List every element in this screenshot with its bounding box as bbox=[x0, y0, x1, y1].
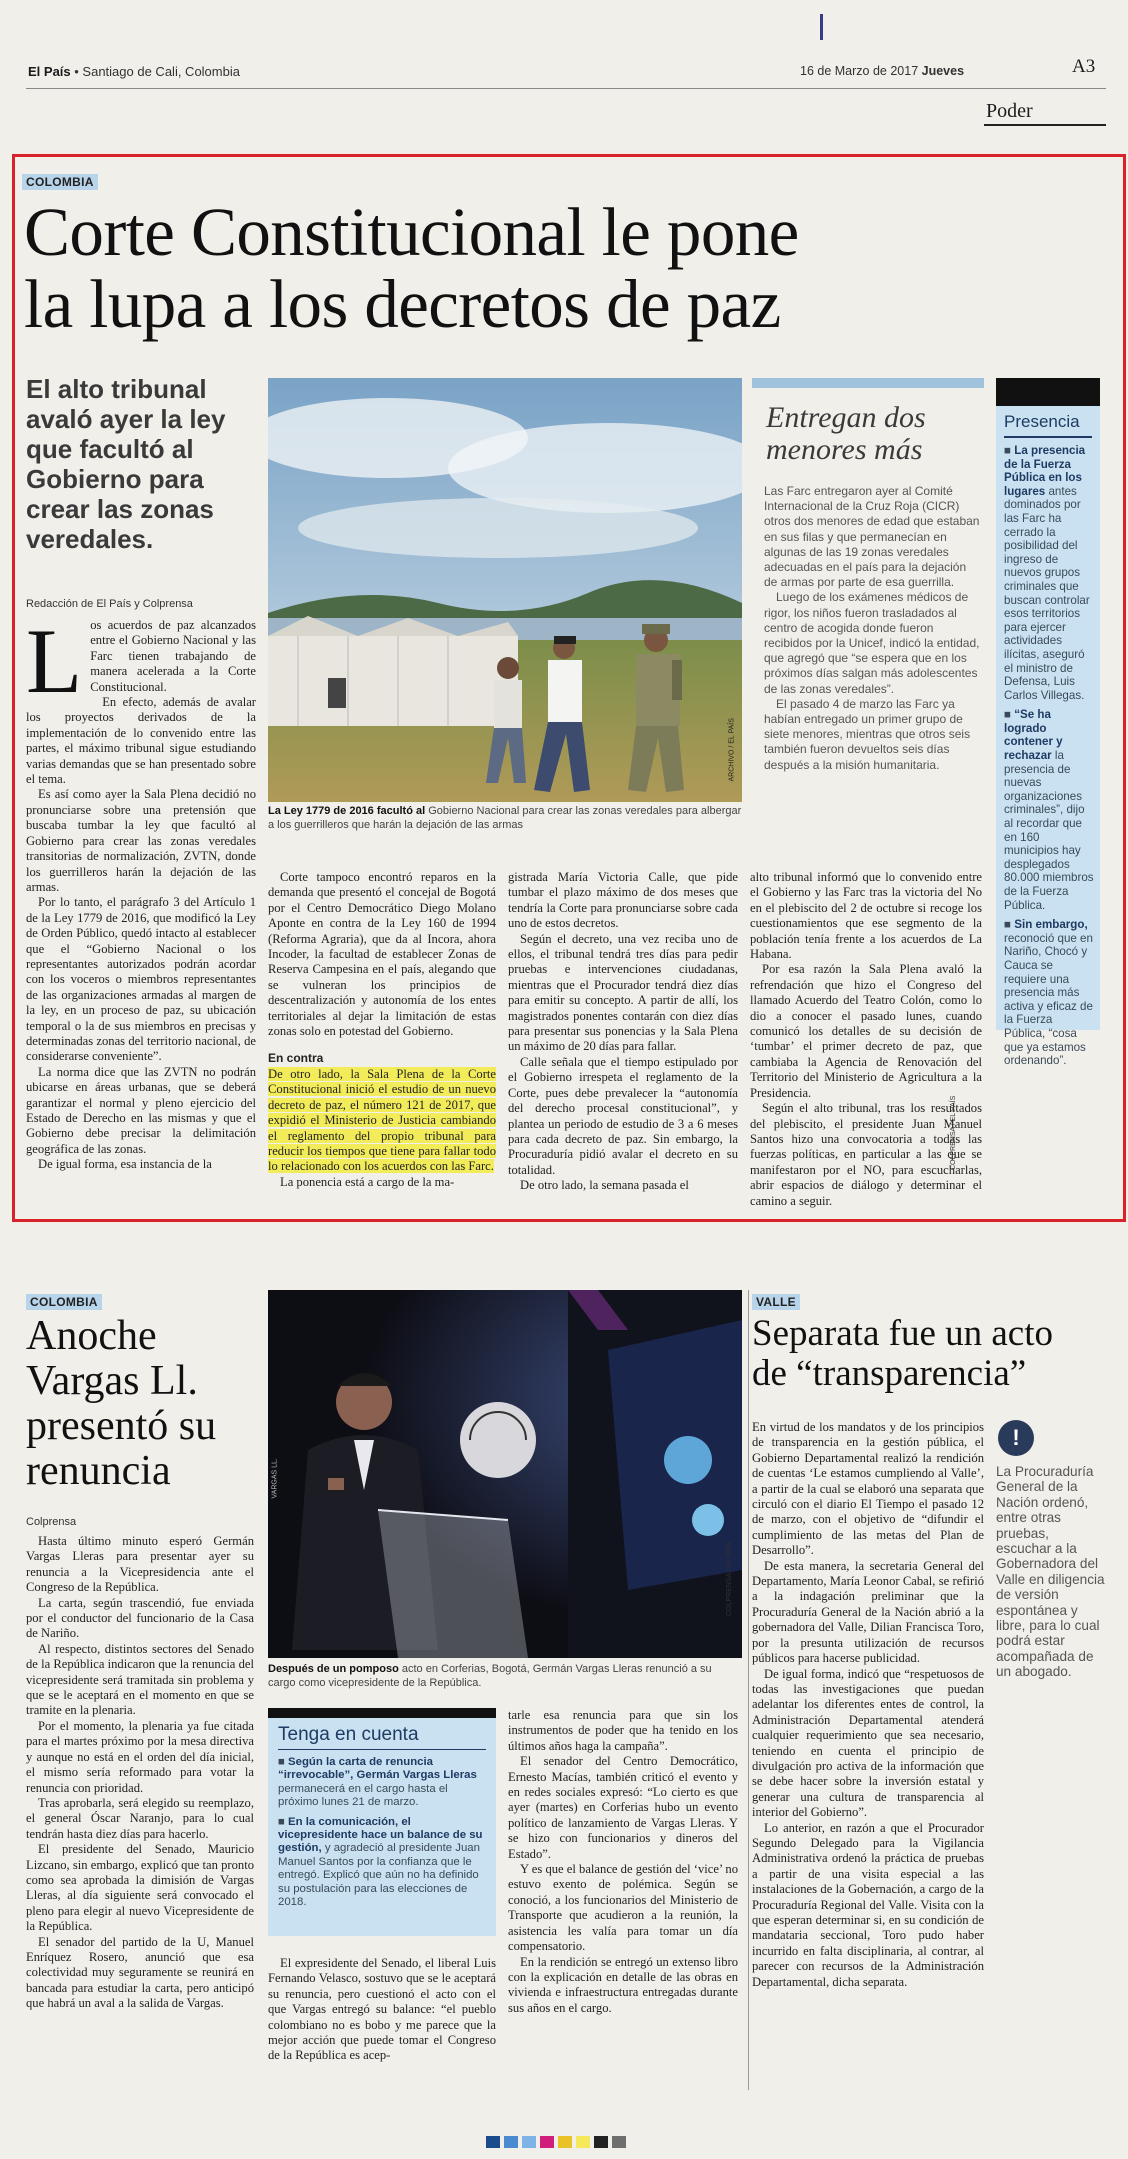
kicker-colombia: COLOMBIA bbox=[22, 174, 98, 190]
vertical-credit: COLPRENSA / EL PAÍS bbox=[950, 1095, 957, 1170]
paragraph: Al respecto, distintos sectores del Senado de la República indicaron que la renuncia del vicepresidente será tramitada sin problema y que se le aceptará en el momento en que se tramite en la plenaria. bbox=[26, 1641, 254, 1718]
presencia-item-text: antes dominados por las Farc ha cerrado la posibilidad del ingreso de nuevos grupos criminales que buscan controlar esos territorios para ejercer actividades ilícitas, aseguró el ministro de Defensa, Luis Carlos Villegas. bbox=[1004, 484, 1090, 702]
paper-name: El País bbox=[28, 64, 71, 79]
registration-swatch bbox=[504, 2136, 518, 2148]
paragraph: El senador del Centro Democrático, Ernesto Macías, también criticó el evento y en redes sociales expresó: “Lo cierto es que ayer (martes) en Corferias hubo un evento político de lanzamiento de Vargas Lleras. Y se hizo con funcionarios y dineros del Estado”. bbox=[508, 1754, 738, 1861]
photo-credit-left: VARGAS LL. bbox=[271, 1458, 279, 1499]
header-rule bbox=[26, 88, 1106, 89]
photo-caption-2 bbox=[268, 1662, 742, 1690]
photo-vargas bbox=[268, 1290, 742, 1658]
photo-credit-vertical-2: COLPRENSA / EL PAÍS bbox=[726, 1541, 733, 1616]
paragraph: De igual forma, esa instancia de la bbox=[38, 1157, 212, 1172]
tenga-list bbox=[278, 1756, 486, 1909]
headline-3-line: de “transparencia” bbox=[752, 1353, 1027, 1394]
registration-swatch bbox=[522, 2136, 536, 2148]
registration-bar bbox=[486, 2136, 626, 2148]
paragraph: Luego de los exámenes médicos de rigor, los niños fueron trasladados al centro de acogida donde fueron recibidos por la Unicef, indicó la entidad, que agregó que “se espera que en los próximos días salgan más adolescentes de las zonas veredales”. bbox=[764, 590, 980, 696]
presencia-item: ■ “Se ha logrado contener y rechazar la presencia de nuevas organizaciones criminales”, dijo al recordar que en 160 municipios hay desplegados 80.000 miembros de la Fuerza Pública. bbox=[1004, 708, 1094, 912]
paragraph: Por esa razón la Sala Plena avaló la refrendación que hizo el Congreso del llamado Acuerdo del Teatro Colón, como lo dio a conocer el pasado lunes, cuando comunicó los detalles de su decisión de ‘tumbar’ el primer decreto de paz, que cambiaba la Agencia de Renovación del Territorio del Ministerio de Agricultura a la Presidencia. bbox=[750, 962, 982, 1100]
paragraph: La norma dice que las ZVTN no podrán ubicarse en áreas urbanas, que se deberá garantizar el normal y pleno ejercicio del Estado de Derecho en las mismas y que el Gobierno debe precisar la delimitación geográfica de las zonas. bbox=[26, 1064, 256, 1156]
registration-swatch bbox=[558, 2136, 572, 2148]
tenga-item: ■ En la comunicación, el vicepresidente hace un balance de su gestión, y agradeció al presidente Juan Manuel Santos por la confianza que le entregó. Explicó que aún no ha definido su postulación para las elecciones de 2018. bbox=[278, 1815, 483, 1909]
photo-credit: ARCHIVO / EL PAÍS bbox=[728, 718, 736, 782]
registration-swatch bbox=[594, 2136, 608, 2148]
presencia-item-bold: “Se ha logrado contener y rechazar bbox=[1004, 708, 1063, 763]
paragraph: Corte tampoco encontró reparos en la demanda que presentó el concejal de Bogotá por el Centro Democrático Diego Molano Aponte en contra de la Ley 160 de 1994 (Reforma Agraria), que da al Incora, ahora Incoder, la facultad de establecer Zonas de Reserva Campesina en el país, alegando que se vulneran los principios de descentralización y autonomía de los entes territoriales al dejar la limitación de estas zonas solo en potestad del Gobierno. bbox=[268, 870, 496, 1039]
headline bbox=[24, 196, 799, 340]
paragraph: La carta, según trascendió, fue enviada por el conductor del funcionario de la Casa de Nariño. bbox=[26, 1595, 254, 1641]
headline-2-line: renuncia bbox=[26, 1448, 171, 1494]
paragraph: gistrada María Victoria Calle, que pide tumbar el plazo máximo de dos meses que tendría la Corte para pronunciarse sobre cada uno de estos decretos. bbox=[508, 870, 738, 931]
paragraph: Calle señala que el tiempo estipulado por el Gobierno irrespeta el reglamento de la Corte, pues debe prevalecer la “autonomía del derecho procesal constitucional”, y plantea un periodo de estudio de 3 a 6 meses para cada decreto de paz. Sin embargo, la Procuraduría pidió avalar el decreto en su totalidad. bbox=[508, 1054, 738, 1177]
registration-swatch bbox=[612, 2136, 626, 2148]
section-rule bbox=[984, 124, 1106, 126]
article2-col2 bbox=[268, 1956, 496, 2096]
alert-icon: ! bbox=[998, 1420, 1034, 1456]
kicker-colombia-2: COLOMBIA bbox=[26, 1294, 102, 1310]
photo-soldiers-image bbox=[268, 378, 742, 802]
date-text: 16 de Marzo de 2017 bbox=[800, 64, 919, 78]
registration-swatch bbox=[486, 2136, 500, 2148]
paragraph: Tras aprobarla, será elegido su reemplazo, el general Óscar Naranjo, para lo cual tendrán hasta diez días para hacerlo. bbox=[26, 1795, 254, 1841]
article2-col3 bbox=[508, 1708, 738, 2096]
sidebar-top-rule bbox=[752, 378, 984, 388]
article1-col3 bbox=[508, 870, 738, 1220]
deck: El alto tribunal avaló ayer la ley que facultó al Gobierno para crear las zonas veredales. bbox=[26, 374, 226, 554]
paragraph: El senador del partido de la U, Manuel Enríquez Rosero, anunció que esa colectividad muy seguramente se reunirá en bancada para estudiar la carta, pero anticipó que habrá un aval a la salida de Vargas. bbox=[26, 1934, 254, 2011]
paragraph: Las Farc entregaron ayer al Comité Internacional de la Cruz Roja (CICR) otros dos menores de edad que estaban en sus filas y que permanecían en algunas de las 19 zonas veredales adecuadas en el país para la dejación de armas por parte de esa guerrilla. bbox=[764, 484, 980, 590]
tenga-title-rule bbox=[278, 1749, 486, 1750]
presencia-item-bold: Sin embargo, bbox=[1014, 918, 1088, 932]
paragraph: Lo anterior, en razón a que el Procurador Segundo Delegado para la Vigilancia Administrativa ordenó la práctica de pruebas a partir de una visita especial a las instalaciones de la Gobernación, a cargo de la Procuraduría Regional del Valle. Visita con la que esperan determinar si, en su condición de mandataria seccional, Toro pudo haber incurrido en falta disciplinaria, al contrar, al parecer con recursos de la Administración Departamental, dicha separata. bbox=[752, 1820, 984, 1989]
highlighted-paragraph bbox=[268, 1067, 496, 1175]
section-name: Poder bbox=[986, 100, 1033, 122]
presencia-list bbox=[1004, 444, 1094, 1068]
sidebar-presencia bbox=[996, 378, 1100, 1068]
headline-line-2: la lupa a los decretos de paz bbox=[24, 266, 781, 342]
paragraph: Hasta último minuto esperó Germán Vargas Lleras para presentar ayer su renuncia a la Vicepresidencia ante el Congreso de la República. bbox=[26, 1534, 254, 1595]
paragraph: alto tribunal informó que lo convenido entre el Gobierno y las Farc tras la victoria del No en el plebiscito del 2 de octubre si recoge los cuestionamientos que ese segmento de la población tenía frente a los acuerdos de La Habana. bbox=[750, 870, 982, 962]
presencia-item: ■ Sin embargo, reconoció que en Nariño, Chocó y Cauca se requiere una presencia más activa y eficaz de la Fuerza Pública, “cosa que ya estamos ordenando”. bbox=[1004, 918, 1093, 1068]
headline-2 bbox=[26, 1314, 266, 1494]
paragraph: Por el momento, la plenaria ya fue citada para el martes próximo por la mesa directiva y aunque no está en el orden del día inicial, el mismo sería reformado para votar la renuncia con prioridad. bbox=[26, 1718, 254, 1795]
sidebar-menores-body bbox=[764, 484, 982, 773]
lead-paragraph: os acuerdos de paz alcanzados entre el Gobierno Nacional y las Farc tienen trabajando de manera acelerada a la Corte Constitucional. bbox=[90, 618, 256, 694]
paragraph: De otro lado, la semana pasada el bbox=[520, 1178, 689, 1193]
sidebar-menores bbox=[752, 378, 984, 838]
article2-col1 bbox=[26, 1534, 254, 2094]
headline-3-line: Separata fue un acto bbox=[752, 1313, 1053, 1354]
top-tick-mark bbox=[820, 14, 823, 40]
byline: Redacción de El País y Colprensa bbox=[26, 598, 193, 610]
tenga-item-bold: En la comunicación, el vicepresidente hace un balance de su gestión, bbox=[278, 1815, 483, 1855]
photo-caption-2-text: acto en Corferias, Bogotá, Germán Vargas Lleras renunció a su cargo como vicepresidente de la República. bbox=[268, 1663, 712, 1689]
tenga-item-text: permanecerá en el cargo hasta el próximo lunes 21 de marzo. bbox=[278, 1782, 448, 1809]
paragraph: Es así como ayer la Sala Plena decidió no pronunciarse sobre una pretensión que buscaba tumbar la ley que facultó al Gobierno para crear las zonas veredales transitorias de normalización, ZVTN, donde los guerrilleros harán la dejación de las armas. bbox=[26, 787, 256, 894]
page-number: A3 bbox=[1072, 56, 1096, 77]
subhead-en-contra: En contra bbox=[268, 1051, 324, 1066]
headline-2-line: Anoche bbox=[26, 1313, 157, 1359]
headline-3 bbox=[752, 1314, 1112, 1394]
article1-col1 bbox=[26, 618, 256, 1218]
headline-line-1: Corte Constitucional le pone bbox=[24, 194, 799, 270]
dropcap: L bbox=[26, 618, 83, 712]
presencia-item-bold: La presencia de la Fuerza Pública en los lugares bbox=[1004, 444, 1086, 498]
paragraph: El expresidente del Senado, el liberal Luis Fernando Velasco, sostuvo que se le aceptará su renuncia, pero cuestionó el acto con el que Vargas entregó su balance: “el pueblo colombiano no es bobo y me parece que la mejor acción que puede tomar el Congreso de la República es acep- bbox=[268, 1956, 496, 2063]
paragraph: tarle esa renuncia para que sin los instrumentos de poder que ha tenido en los últimos años haga la campaña”. bbox=[508, 1708, 738, 1753]
tenga-title: Tenga en cuenta bbox=[278, 1724, 419, 1745]
tenga-item-bold: Según la carta de renuncia “irrevocable”, Germán Vargas Lleras bbox=[278, 1756, 477, 1782]
photo-caption-bold: La Ley 1779 de 2016 facultó al bbox=[268, 805, 426, 817]
sidebar-title-line: menores más bbox=[766, 433, 923, 466]
paper-place: • Santiago de Cali, Colombia bbox=[74, 64, 240, 79]
presencia-item-text: la presencia de nuevas organizaciones criminales”, dijo al recordar que en 160 municipios hay desplegados 80.000 miembros de la Fuerza Pública. bbox=[1004, 749, 1094, 912]
paragraph: De igual forma, indicó que “respetuosos de todas las investigaciones que puedan adelantar los diferentes entes de control, la Administración Departamental atenderá cualquier requerimiento que sea necesario, teniendo en cuenta el principio de divulgación pro activa de la información que se debe hacer sobre la inversión estatal y generar una cultura de transparencia al interior del Gobierno”. bbox=[752, 1666, 984, 1820]
photo-vargas-image bbox=[268, 1290, 742, 1658]
tenga-top-bar bbox=[268, 1708, 496, 1718]
kicker-valle: VALLE bbox=[752, 1294, 800, 1310]
registration-swatch bbox=[576, 2136, 590, 2148]
presencia-title: Presencia bbox=[1004, 412, 1080, 431]
sidebar-menores-title bbox=[766, 402, 984, 466]
paragraph: Y es que el balance de gestión del ‘vice’ no estuvo exento de polémica. Según se conoció, a los funcionarios del Ministerio de Transporte que acudieron a la reunión, la asistencia les valía para tomar un día compensatorio. bbox=[508, 1862, 738, 1954]
header-date bbox=[800, 64, 964, 78]
paragraph: En efecto, además de avalar los proyectos derivados de la implementación de lo convenido entre las partes, el máximo tribunal sigue estudiando varias demandas que se han presentado sobre el tema. bbox=[26, 695, 256, 787]
byline-2: Colprensa bbox=[26, 1516, 77, 1528]
registration-swatch bbox=[540, 2136, 554, 2148]
presencia-title-rule bbox=[1004, 436, 1092, 438]
paragraph: Por lo tanto, el parágrafo 3 del Artículo 1 de la Ley 1779 de 2016, que modificó la Ley de Orden Público, quedó intacto al establecer que el “Gobierno Nacional o los representantes autorizados podrán acordar con los voceros o miembros representantes de las organizaciones armadas al margen de la ley, en un proceso de paz, su ubicación temporal o la de sus miembros en precisas y determinadas zonas del territorio nacional, de considerarse conveniente”. bbox=[26, 895, 256, 1064]
photo-soldiers bbox=[268, 378, 742, 802]
column-divider bbox=[748, 1290, 749, 2090]
presencia-top-bar bbox=[996, 378, 1100, 406]
article1-col2 bbox=[268, 870, 496, 1220]
paragraph: Según el alto tribunal, tras los resultados del plebiscito, el presidente Juan Manuel Santos hizo una convocatoria a todas las fuerzas políticas, en particular a las que se manifestaron por el NO, para escucharlas, abrir espacios de diálogo y determinar el camino a seguir. bbox=[750, 1101, 982, 1208]
aside-note: La Procuraduría General de la Nación ordenó, entre otras pruebas, escuchar a la Gobernadora del Valle en diligencia de versión espontánea y libre, para lo cual podrá estar acompañada de un abogado. bbox=[996, 1464, 1105, 1680]
paragraph: En virtud de los mandatos y de los principios de transparencia en la gestión pública, el Gobierno Departamental realizó la rendición de cuentas ‘Le estamos cumpliendo al Valle’, a partir de la cual se elaboró una separata que circuló con el diario El Tiempo el pasado 12 de marzo, con el objetivo de “difundir el cumplimiento de las metas del Plan de Desarrollo”. bbox=[752, 1420, 984, 1558]
paragraph: En la rendición se entregó un extenso libro con la explicación en detalle de las obras en vivienda e infraestructura entregadas durante sus años en el cargo. bbox=[508, 1954, 738, 2015]
article3-col bbox=[752, 1420, 984, 2100]
photo-caption-text: Gobierno Nacional para crear las zonas veredales para albergar a los guerrilleros que harán la dejación de las armas bbox=[268, 805, 742, 831]
headline-2-line: Vargas Ll. bbox=[26, 1358, 198, 1404]
tenga-item: ■ Según la carta de renuncia “irrevocable”, Germán Vargas Lleras permanecerá en el cargo hasta el próximo lunes 21 de marzo. bbox=[278, 1756, 477, 1809]
tenga-en-cuenta-box bbox=[268, 1708, 496, 1936]
paragraph: De esta manera, la secretaria General del Departamento, María Leonor Cabal, se refirió a la indagación preliminar que la Procuraduría General de la Nación abrió a la gobernadora del Valle, Dilian Francisca Toro, por la presunta utilización de recursos públicos para hacerse publicidad. bbox=[752, 1558, 984, 1666]
sidebar-title-line: Entregan dos bbox=[766, 401, 926, 434]
photo-caption bbox=[268, 804, 742, 832]
paragraph: El pasado 4 de marzo las Farc ya habían entregado un primer grupo de siete menores, mientras que otros seis también fueron devueltos seis días después a la misión humanitaria. bbox=[764, 696, 971, 772]
photo-caption-2-bold: Después de un pomposo bbox=[268, 1663, 399, 1675]
paragraph: La ponencia está a cargo de la ma- bbox=[280, 1174, 455, 1189]
presencia-item: ■ La presencia de la Fuerza Pública en los lugares antes dominados por las Farc ha cerrado la posibilidad del ingreso de nuevos grupos criminales que buscan controlar esos territorios para ejercer actividades ilícitas, aseguró el ministro de Defensa, Luis Carlos Villegas. bbox=[1004, 444, 1090, 702]
weekday-text: Jueves bbox=[921, 64, 965, 78]
paragraph: El presidente del Senado, Mauricio Lizcano, sin embargo, explicó que tan pronto como sea aprobada la dimisión de Vargas Lleras, al día siguiente será convocado el pleno para elegir al nuevo Vicepresidente de la República. bbox=[26, 1842, 254, 1934]
paragraph: Según el decreto, una vez reciba uno de ellos, el tribunal tendrá tres días para pedir pruebas e intervenciones ciudadanas, mientras que el Procurador tendrá diez días para emitir su concepto. A partir de allí, los magistrados ponentes contarán con diez días para presentar sus ponencias y la Sala Plena un máximo de 20 días para fallar. bbox=[508, 931, 738, 1054]
presencia-item-text: reconoció que en Nariño, Chocó y Cauca se requiere una presencia más activa y eficaz de la Fuerza Pública, “cosa que ya estamos ordenando”. bbox=[1004, 931, 1093, 1068]
article1-col4 bbox=[750, 870, 982, 1220]
headline-2-line: presentó su bbox=[26, 1403, 217, 1449]
tenga-item-text: y agradeció al presidente Juan Manuel Santos por la confianza que le entregó. Explicó que aún no ha definido su postulación para las elecciones de 2018. bbox=[278, 1842, 480, 1909]
highlight-text: De otro lado, la Sala Plena de la Corte Constitucional inició el estudio de un nuevo decreto de paz, el número 121 de 2017, que expidió el Ministerio de Justicia cambiando el reglamento del propio tribunal para reducir los tiempos que tiene para fallar todo lo relacionado con los acuerdos con las Farc. bbox=[268, 1066, 496, 1174]
